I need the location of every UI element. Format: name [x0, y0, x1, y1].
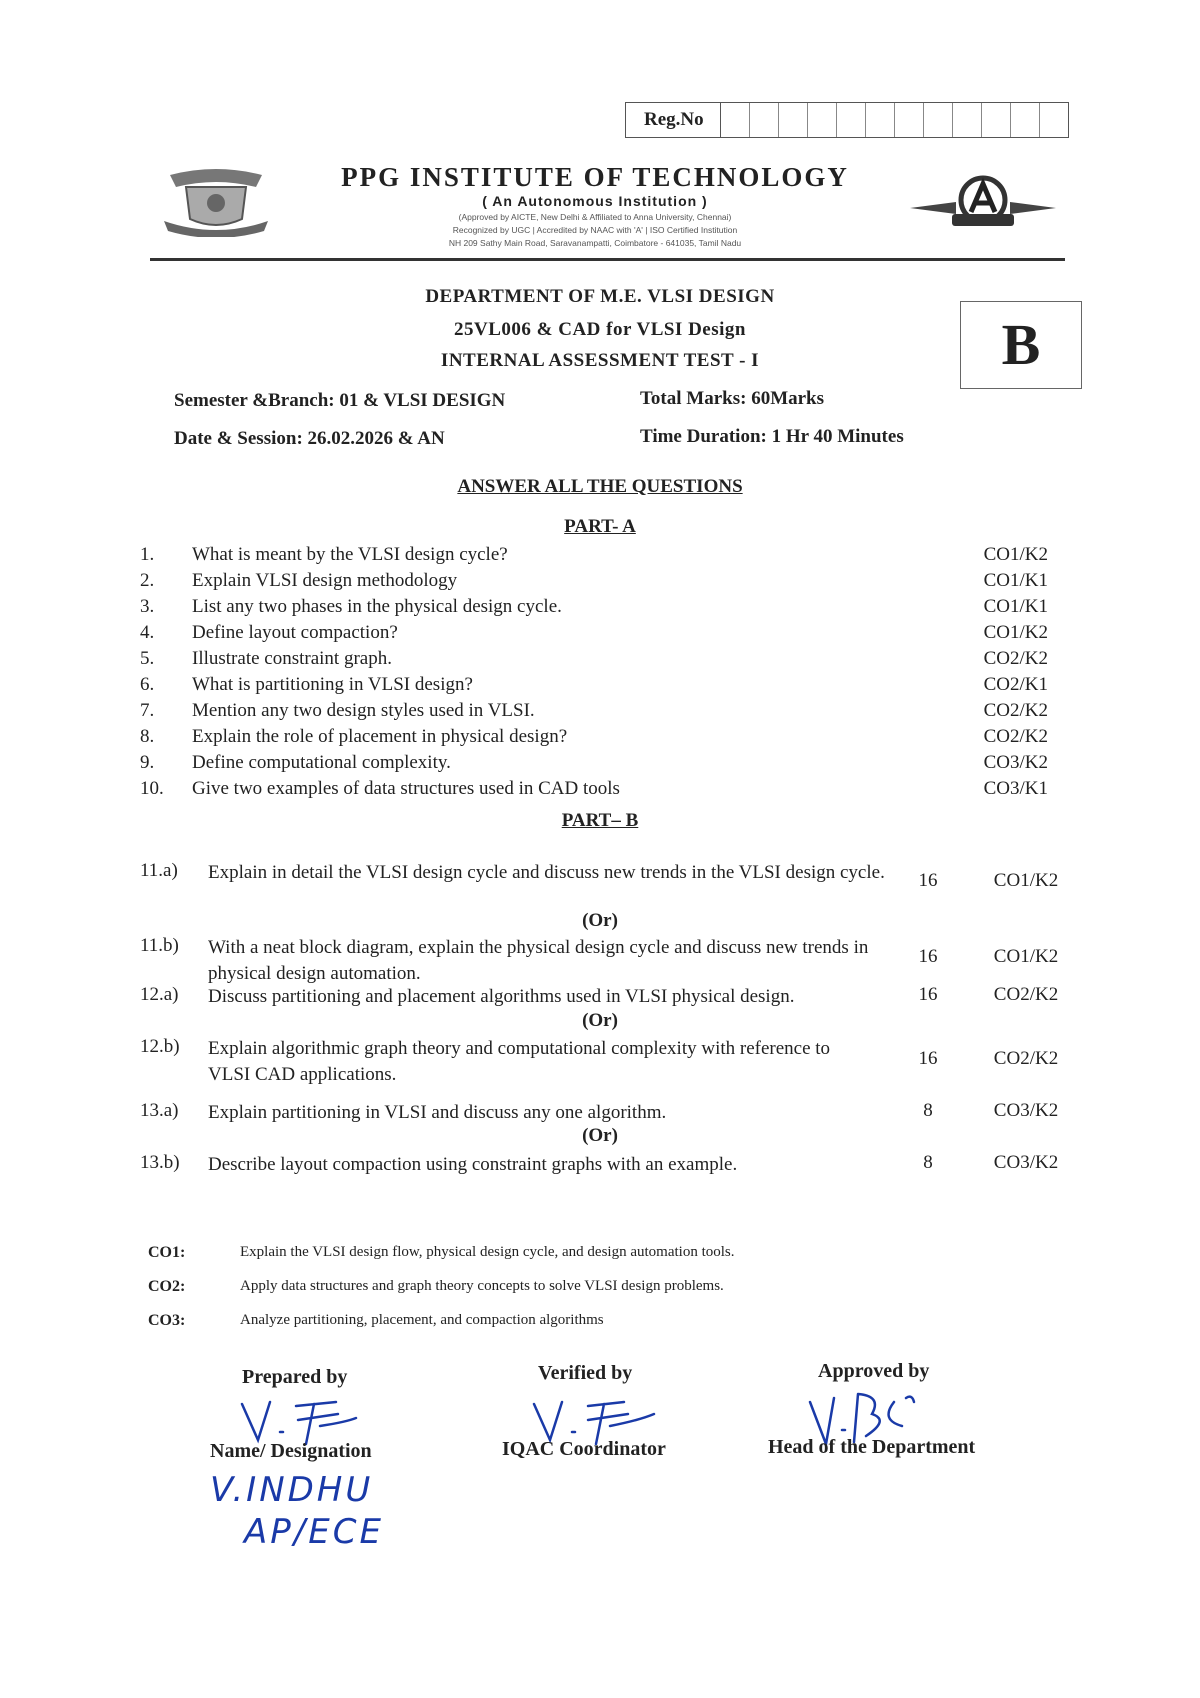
part-a-question: [140, 570, 1080, 596]
institute-logo-icon: [160, 165, 272, 237]
reg-no-cell: [750, 103, 779, 137]
question-text: Describe layout compaction using constraint graphs with an example.: [208, 1154, 738, 1175]
question-text: Explain the role of placement in physical design?: [192, 726, 568, 747]
question-co: CO2/K2: [983, 700, 1048, 721]
course-outcome-code: CO2:: [148, 1278, 186, 1295]
institute-accreditation-line: Recognized by UGC | Accredited by NAAC with 'A' | ISO Certified Institution: [452, 225, 738, 235]
part-a-question: [140, 700, 1080, 726]
reg-no-cell: [721, 103, 750, 137]
question-number: 8.: [140, 726, 155, 747]
question-co: CO1/K2: [983, 622, 1048, 643]
course-outcome-text: Explain the VLSI design flow, physical design cycle, and design automation tools.: [240, 1244, 735, 1260]
question-number: 9.: [140, 752, 155, 773]
prepared-by-label: Prepared by: [242, 1366, 348, 1388]
question-marks: 8: [923, 1100, 933, 1121]
question-number: 12.b): [140, 1036, 180, 1057]
or-separator: (Or): [582, 910, 618, 931]
approved-by-label: Approved by: [818, 1360, 930, 1382]
question-co: CO2/K2: [993, 1048, 1059, 1069]
question-marks: 16: [918, 1048, 938, 1069]
question-number: 3.: [140, 596, 155, 617]
question-co: CO1/K1: [983, 596, 1048, 617]
question-co: CO1/K2: [993, 946, 1059, 967]
institute-subtitle: ( An Autonomous Institution ): [482, 193, 708, 209]
question-co: CO3/K2: [993, 1100, 1059, 1121]
question-text: Explain VLSI design methodology: [192, 570, 458, 591]
question-number: 11.a): [140, 860, 178, 881]
question-co: CO1/K2: [983, 544, 1048, 565]
reg-no-cell: [808, 103, 837, 137]
question-number: 10.: [140, 778, 164, 799]
question-number: 4.: [140, 622, 155, 643]
or-separator: (Or): [582, 1125, 618, 1146]
question-text: Define computational complexity.: [192, 752, 451, 773]
handwritten-name: V.INDHU: [210, 1470, 374, 1510]
question-marks: 16: [918, 946, 938, 967]
reg-no-cell: [895, 103, 924, 137]
question-number: 11.b): [140, 935, 179, 956]
question-marks: 16: [918, 870, 938, 891]
question-text: Explain partitioning in VLSI and discuss any one algorithm.: [208, 1102, 667, 1123]
instruction-heading: ANSWER ALL THE QUESTIONS: [457, 476, 743, 497]
question-text: What is partitioning in VLSI design?: [192, 674, 473, 695]
question-text: Explain in detail the VLSI design cycle and discuss new trends in the VLSI design cycle.: [208, 862, 885, 883]
iqac-coordinator-label: IQAC Coordinator: [502, 1438, 666, 1460]
question-co: CO3/K2: [983, 752, 1048, 773]
part-a-question: [140, 778, 1080, 804]
handwritten-designation: AP/ECE: [244, 1512, 384, 1552]
verified-by-label: Verified by: [538, 1362, 633, 1384]
question-co: CO3/K2: [993, 1152, 1059, 1173]
reg-no-cell: [953, 103, 982, 137]
part-a-question: [140, 648, 1080, 674]
reg-no-cell: [982, 103, 1011, 137]
reg-no-cell: [837, 103, 866, 137]
reg-no-cell: [866, 103, 895, 137]
question-text: With a neat block diagram, explain the physical design cycle and discuss new trends in physical design automation.: [208, 937, 869, 984]
naac-a-grade-icon: [908, 172, 1058, 236]
part-a-question: [140, 752, 1080, 778]
question-number: 13.b): [140, 1152, 180, 1173]
question-number: 7.: [140, 700, 155, 721]
institute-address-line: NH 209 Sathy Main Road, Saravanampatti, Coimbatore - 641035, Tamil Nadu: [448, 238, 742, 248]
reg-no-label: Reg.No: [626, 103, 721, 137]
question-marks: 8: [923, 1152, 933, 1173]
semester-branch: Semester &Branch: 01 & VLSI DESIGN: [174, 390, 506, 411]
question-text: Give two examples of data structures used in CAD tools: [192, 778, 620, 799]
name-designation-label: Name/ Designation: [210, 1440, 372, 1462]
course-outcome-text: Apply data structures and graph theory concepts to solve VLSI design problems.: [240, 1278, 724, 1294]
reg-no-cell: [1011, 103, 1040, 137]
question-set-box: B: [960, 301, 1082, 389]
reg-no-cell: [779, 103, 808, 137]
question-number: 2.: [140, 570, 155, 591]
part-a-title: PART- A: [564, 516, 636, 537]
question-co: CO1/K2: [993, 870, 1059, 891]
question-number: 6.: [140, 674, 155, 695]
question-text: Discuss partitioning and placement algorithms used in VLSI physical design.: [208, 986, 795, 1007]
date-session: Date & Session: 26.02.2026 & AN: [174, 428, 445, 449]
question-text: Illustrate constraint graph.: [192, 648, 392, 669]
question-text: List any two phases in the physical design cycle.: [192, 596, 562, 617]
question-text: Define layout compaction?: [192, 622, 398, 643]
question-co: CO1/K1: [983, 570, 1048, 591]
institute-name: PPG INSTITUTE OF TECHNOLOGY: [341, 162, 849, 192]
or-separator: (Or): [582, 1010, 618, 1031]
question-co: CO2/K2: [983, 726, 1048, 747]
question-text: What is meant by the VLSI design cycle?: [192, 544, 508, 565]
course-outcome-text: Analyze partitioning, placement, and compaction algorithms: [240, 1312, 604, 1328]
department-title: DEPARTMENT OF M.E. VLSI DESIGN: [425, 286, 775, 307]
course-title: 25VL006 & CAD for VLSI Design: [454, 319, 746, 340]
part-a-question: [140, 622, 1080, 648]
question-marks: 16: [918, 984, 938, 1005]
time-duration: Time Duration: 1 Hr 40 Minutes: [640, 426, 904, 447]
part-a-question: [140, 596, 1080, 622]
header-divider: [150, 258, 1065, 261]
course-outcome-code: CO1:: [148, 1244, 186, 1261]
test-title: INTERNAL ASSESSMENT TEST - I: [440, 350, 760, 371]
reg-no-cell: [1040, 103, 1068, 137]
reg-no-cell: [924, 103, 953, 137]
reg-no-box: [625, 102, 1069, 138]
total-marks: Total Marks: 60Marks: [640, 388, 825, 409]
question-number: 1.: [140, 544, 155, 565]
question-number: 12.a): [140, 984, 179, 1005]
course-outcome-code: CO3:: [148, 1312, 186, 1329]
question-co: CO2/K1: [983, 674, 1048, 695]
part-a-question: [140, 544, 1080, 570]
question-co: CO2/K2: [993, 984, 1059, 1005]
part-b-title: PART– B: [561, 810, 639, 831]
question-co: CO2/K2: [983, 648, 1048, 669]
head-of-department-label: Head of the Department: [768, 1436, 976, 1458]
part-a-question: [140, 726, 1080, 752]
question-text: Mention any two design styles used in VLSI.: [192, 700, 535, 721]
question-co: CO3/K1: [983, 778, 1048, 799]
question-text: Explain algorithmic graph theory and computational complexity with reference to VLSI CAD applications.: [208, 1038, 831, 1085]
question-number: 5.: [140, 648, 155, 669]
part-a-question: [140, 674, 1080, 700]
question-number: 13.a): [140, 1100, 179, 1121]
institute-affiliation-line: (Approved by AICTE, New Delhi & Affiliated to Anna University, Chennai): [458, 212, 732, 222]
